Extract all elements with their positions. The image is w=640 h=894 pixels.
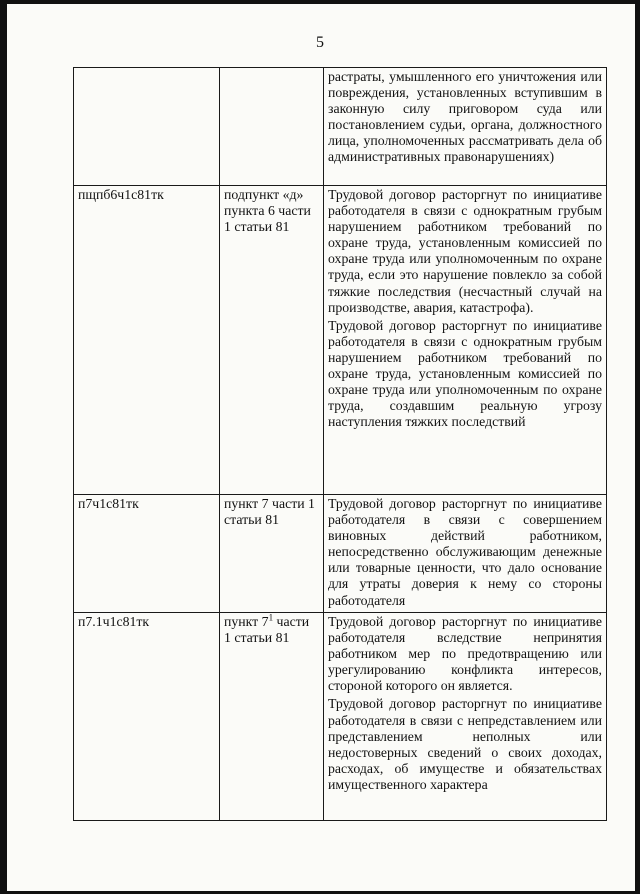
description-paragraph: Трудовой договор расторгнут по инициативе работодателя в связи с однократным грубым нарушением работником требований по охране труда, установленным комиссией по охране труда или уполномоченным по охране труда, создавшим реальную угрозу наступления тяжких последствий	[328, 317, 602, 430]
table-row	[74, 613, 607, 821]
description-cell	[324, 613, 607, 821]
table-row	[74, 186, 607, 495]
description-cell	[324, 68, 607, 186]
description-paragraph: Трудовой договор расторгнут по инициативе работодателя в связи с однократным грубым нарушением работником требований по охране труда, установленным комиссией по охране труда или уполномоченным по охране труда, если это нарушение повлекло за собой тяжкие последствия (несчастный случай на производстве, авария, катастрофа).	[328, 187, 602, 315]
scan-border-right	[635, 0, 640, 894]
description-cell	[324, 495, 607, 613]
scan-border-top	[0, 0, 640, 4]
scan-border-left	[0, 0, 7, 894]
table-row	[74, 495, 607, 613]
description-paragraph: Трудовой договор расторгнут по инициативе работодателя в связи с совершением виновных действий работником, непосредственно обслуживающим денежные или товарные ценности, что дало основание для утраты доверия к нему со стороны работодателя	[328, 496, 602, 608]
code-cell	[74, 68, 220, 186]
article-reference-cell: пункт 7 части 1 статьи 81	[220, 495, 324, 613]
code-cell: п7ч1с81тк	[74, 495, 220, 613]
reference-superscript: 1	[268, 612, 274, 623]
article-reference-cell	[220, 613, 324, 821]
article-reference-cell: подпункт «д» пункта 6 части 1 статьи 81	[220, 186, 324, 495]
description-paragraph: Трудовой договор расторгнут по инициативе работодателя вследствие непринятия работником мер по предотвращению или урегулированию конфликта интересов, стороной которого он является.	[328, 614, 602, 694]
reference-rest: части 1 статьи 81	[224, 614, 310, 646]
description-cell	[324, 186, 607, 495]
code-cell: пщпб6ч1с81тк	[74, 186, 220, 495]
reference-main: пункт 7	[224, 614, 269, 629]
dismissal-codes-table	[73, 67, 607, 821]
article-reference-cell	[220, 68, 324, 186]
page-number: 5	[316, 34, 324, 51]
description-paragraph: растраты, умышленного его уничтожения или повреждения, установленных вступившим в законную силу приговором суда или постановлением судьи, органа, должностного лица, уполномоченных рассматривать дела об административных правонарушениях)	[328, 69, 602, 165]
table-row	[74, 68, 607, 186]
code-cell: п7.1ч1с81тк	[74, 613, 220, 821]
description-paragraph: Трудовой договор расторгнут по инициативе работодателя в связи с непредставлением или представлением неполных или недостоверных сведений о своих доходах, расходах, об имуществе и обязательствах имущественного характера	[328, 696, 602, 792]
